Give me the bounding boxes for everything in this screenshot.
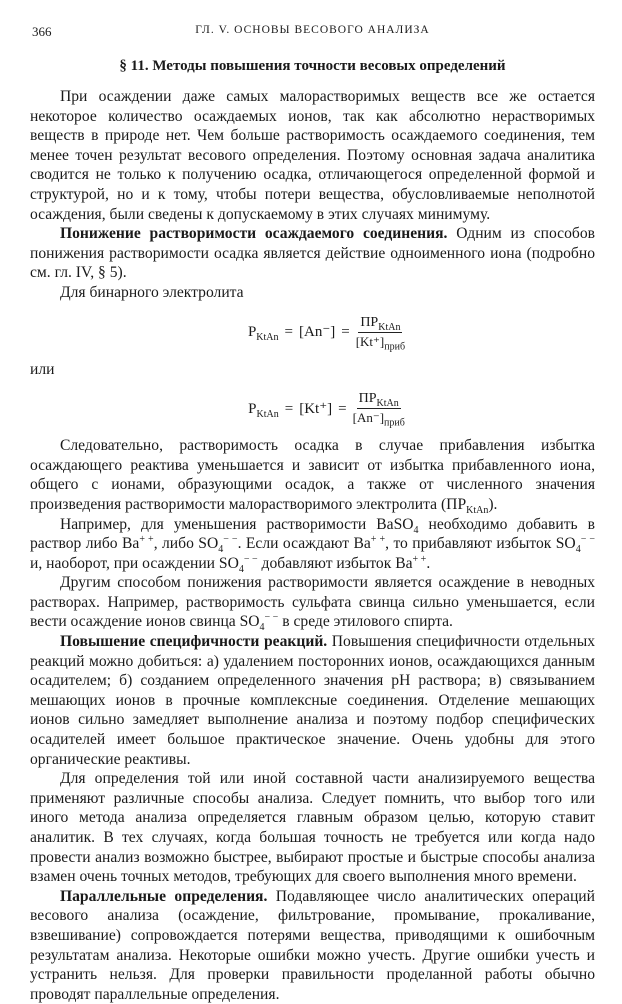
formula-1 — [58, 314, 595, 353]
run-in-heading-parallel: Параллельные определения. — [60, 887, 268, 905]
running-head — [30, 24, 595, 44]
page — [30, 24, 595, 1004]
formula-1-middle: [An⁻] — [299, 324, 336, 341]
paragraph-solubility-text: Одним из способов понижения растворимости осадка является действие одноименного иона (подробно см. гл. IV, § 5). — [30, 225, 595, 282]
formula-1-equals-2: = — [341, 324, 350, 341]
formula-2-equals-2: = — [338, 400, 347, 417]
paragraph-parallel — [30, 887, 595, 1004]
paragraph-specificity-text: Повышения специфичности отдельных реакций можно добиться: а) удалением посторонних ионов, осаждающихся данным осадителем; б) созданием определенного значения pH раствора; в) связыванием мешающих ионов в прочные комплексные соединения. Отделение мешающих ионов сильно замедляет выполнение анализа и поэтому подбор специфических осадителей имеет большое практическое значение. Очень удобны для этого органические реактивы. — [30, 633, 595, 768]
formula-2-fraction — [352, 391, 405, 429]
formula-2-numerator: $ПР_{KtAn}$ — [358, 391, 399, 409]
paragraph-consequently: Следовательно, растворимость осадка в случае прибавления избытка осаждающего реактива уменьшается и зависит от избытка прибавленного иона, общего с ионами, образующими осадок, а также от численного значения произведения растворимости малорастворимого электролита $(ПР_{KtAn})$. — [30, 437, 595, 517]
formula-1-equals: = — [284, 324, 293, 341]
formula-1-numerator: $ПР_{KtAn}$ — [360, 314, 401, 333]
formula-1-denominator: $[Kt^+]_{приб}$ — [355, 333, 406, 353]
paragraph-parallel-text: Подавляющее число аналитических операций весового анализа (осаждение, фильтрование, промывание, прокаливание, взвешивание) сопровождается потерями вещества, приводящими к ошибочным результатам анализа. Некоторые ошибки можно учесть. Другие ошибки учесть и устранить нельзя. Для проверки правильности проделанной работы обычно проводят параллельные определения. — [30, 887, 595, 1003]
formula-2-lhs: $P_{KtAn}$ — [248, 400, 279, 420]
formula-2-middle: [Kt⁺] — [299, 400, 333, 417]
paragraph-binary-electrolyte: Для бинарного электролита — [60, 283, 244, 301]
or-word: или — [30, 360, 55, 378]
paragraph-intro: При осаждении даже самых малорастворимых веществ все же остается некоторое количество осаждаемых ионов, так как абсолютно нерастворимых веществ в природе нет. Чем больше растворимость осаждаемого соединения, тем менее точен результат весового определения. Поэтому основная задача аналитика сводится не только к получению осадка, отличающегося определенной формой и структурой, но и к тому, чтобы потери вещества, обусловливаемые неполнотой осаждения, были сведены к допускаемому в этих случаях минимуму. — [30, 88, 595, 223]
formula-2-denominator: $[An^-]_{приб}$ — [352, 410, 405, 429]
running-title: ГЛ. V. ОСНОВЫ ВЕСОВОГО АНАЛИЗА — [195, 24, 430, 36]
paragraph-specificity — [30, 632, 595, 769]
run-in-heading-specificity: Повышение специфичности реакций. — [60, 633, 328, 651]
paragraph-method-choice: Для определения той или иной составной части анализируемого вещества применяют различные способы анализа. Следует помнить, что выбор того или иного метода анализа определяется главным образом целью, которую ставит аналитик. В тех случаях, когда большая точность не требуется или когда надо провести анализ возможно быстрее, выбирают простые и быстрые способы анализа взамен очень точных методов, требующих для своего выполнения много времени. — [30, 770, 595, 886]
formula-1-lhs: $P_{KtAn}$ — [247, 324, 279, 344]
run-in-heading-solubility: Понижение растворимости осаждаемого соединения. — [60, 225, 448, 243]
section-title: § 11. Методы повышения точности весовых определений — [119, 58, 506, 74]
formula-1-fraction — [355, 314, 406, 353]
formula-2 — [58, 391, 595, 429]
page-number: 366 — [32, 24, 52, 39]
paragraph-solubility-reduction — [30, 224, 595, 283]
paragraph-nonaqueous: Другим способом понижения растворимости является осаждение в неводных растворах. Например, растворимость сульфата свинца сильно уменьшается, если вести осаждение ионов свинца $SO_4^{- -}$ в среде этилового спирта. — [30, 574, 595, 634]
paragraph-example-baso4: Например, для уменьшения растворимости BaSO$_4$ необходимо добавить в раствор либо Ba+ +, либо $SO_4^{- -}$. Если осаждают Ba+ +, то прибавляют избыток $SO_4^{- -}$ и, наоборот, при осаждении $SO_4^{- -}$ добавляют избыток Ba+ +. — [30, 515, 596, 575]
body-text — [30, 87, 595, 1004]
formula-2-equals: = — [284, 400, 294, 417]
